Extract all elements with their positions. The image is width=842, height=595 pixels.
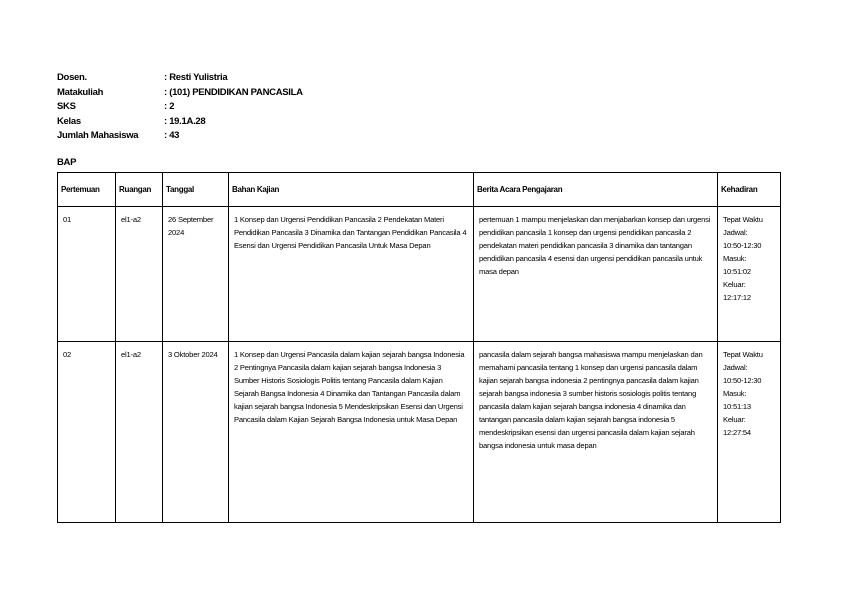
bap-table xyxy=(57,172,781,523)
kehadiran-status: Tepat Waktu xyxy=(723,350,763,359)
cell-ruangan: el1-a2 xyxy=(116,342,163,523)
cell-tanggal: 3 Oktober 2024 xyxy=(163,342,229,523)
info-value: : Resti Yulistria xyxy=(164,72,228,83)
info-row-kelas xyxy=(57,115,303,130)
cell-ruangan: el1-a2 xyxy=(116,207,163,342)
cell-kehadiran xyxy=(718,342,781,523)
cell-bahan-kajian: 1 Konsep dan Urgensi Pancasila dalam kajian sejarah bangsa Indonesia 2 Pentingnya Pancasila dalam kajian sejarah bangsa Indonesia 3 Sumber Historis Sosiologis Politis tentang Pancasila dalam Kajian Sejarah Bangsa Indonesia 4 Dinamika dan Tantangan Pancasila dalam kajian sejarah bangsa Indonesia 5 Mendeskripsikan Esensi dan Urgensi Pancasila dalam Kajian Sejarah Bangsa Indonesia untuk Masa Depan xyxy=(229,342,474,523)
header-bahan-kajian: Bahan Kajian xyxy=(229,173,474,207)
info-label: Jumlah Mahasiswa xyxy=(57,130,139,141)
table-header-row xyxy=(58,173,781,207)
kehadiran-keluar-label: Keluar: xyxy=(723,280,746,289)
info-row-jumlah-mahasiswa xyxy=(57,129,303,144)
kehadiran-keluar: 12:27:54 xyxy=(723,428,751,437)
cell-berita-acara: pancasila dalam sejarah bangsa mahasiswa mampu menjelaskan dan memahami pancasila tentang 1 konsep dan urgensi pancasila dalam kajian sejarah bangsa indonesia 2 pentingnya pancasila dalam kajian sejarah bangsa indonesia 3 sumber historis sosiologis politis tentang pancasila dalam kajian sejarah bangsa indonesia 4 dinamika dan tantangan pancasila dalam kajian sejarah bangsa indonesia 5 mendeskripsikan esensi dan urgensi pancasila dalam kajian sejarah bangsa indonesia untuk masa depan xyxy=(474,342,718,523)
info-value: : 2 xyxy=(164,101,175,112)
header-tanggal: Tanggal xyxy=(163,173,229,207)
kehadiran-keluar-label: Keluar: xyxy=(723,415,746,424)
kehadiran-jadwal: 10:50-12:30 xyxy=(723,376,762,385)
table-row xyxy=(58,342,781,523)
info-row-dosen xyxy=(57,71,303,86)
header-berita-acara: Berita Acara Pengajaran xyxy=(474,173,718,207)
cell-berita-acara: pertemuan 1 mampu menjelaskan dan menjabarkan konsep dan urgensi pendidikan pancasila 1 konsep dan urgensi pendidikan pancasila 2 pendekatan materi pendidikan pancasila 3 dinamika dan tantangan pendidikan pancasila 4 esensi dan urgensi pendidikan pancasila untuk masa depan xyxy=(474,207,718,342)
kehadiran-jadwal-label: Jadwal: xyxy=(723,363,748,372)
info-label: Matakuliah xyxy=(57,86,104,98)
kehadiran-masuk-label: Masuk: xyxy=(723,389,747,398)
bap-title: BAP xyxy=(57,157,77,168)
cell-pertemuan: 01 xyxy=(58,207,116,342)
kehadiran-masuk: 10:51:13 xyxy=(723,402,751,411)
kehadiran-jadwal: 10:50-12:30 xyxy=(723,241,762,250)
info-value: : 19.1A.28 xyxy=(164,115,206,127)
info-label: Dosen. xyxy=(57,72,87,83)
kehadiran-status: Tepat Waktu xyxy=(723,215,763,224)
header-pertemuan: Pertemuan xyxy=(58,173,116,207)
info-label: Kelas xyxy=(57,115,81,127)
header-kehadiran: Kehadiran xyxy=(718,173,781,207)
header-ruangan: Ruangan xyxy=(116,173,163,207)
cell-kehadiran xyxy=(718,207,781,342)
info-label: SKS xyxy=(57,101,76,112)
info-value: : 43 xyxy=(164,130,180,141)
kehadiran-masuk: 10:51:02 xyxy=(723,267,751,276)
info-row-sks xyxy=(57,100,303,115)
info-row-matakuliah xyxy=(57,86,303,101)
table-row xyxy=(58,207,781,342)
kehadiran-jadwal-label: Jadwal: xyxy=(723,228,748,237)
cell-bahan-kajian: 1 Konsep dan Urgensi Pendidikan Pancasila 2 Pendekatan Materi Pendidikan Pancasila 3 Dinamika dan Tantangan Pendidikan Pancasila 4 Esensi dan Urgensi Pendidikan Pancasila Untuk Masa Depan xyxy=(229,207,474,342)
cell-tanggal: 26 September 2024 xyxy=(163,207,229,342)
kehadiran-masuk-label: Masuk: xyxy=(723,254,747,263)
cell-pertemuan: 02 xyxy=(58,342,116,523)
kehadiran-keluar: 12:17:12 xyxy=(723,293,751,302)
info-value: : (101) PENDIDIKAN PANCASILA xyxy=(164,86,303,98)
course-info xyxy=(57,71,303,144)
